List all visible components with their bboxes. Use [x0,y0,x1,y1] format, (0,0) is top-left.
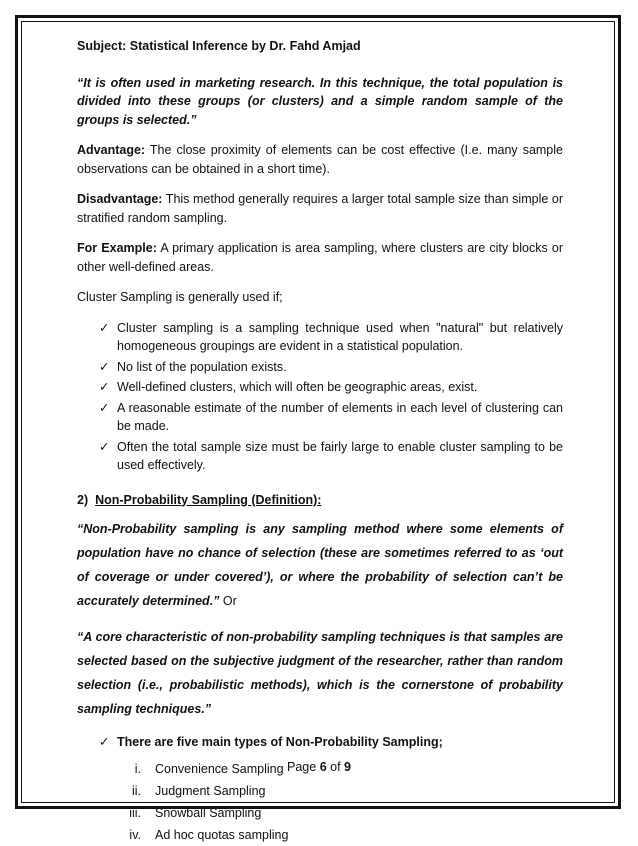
total-pages: 9 [344,760,351,774]
list-item: ii. Judgment Sampling [131,783,266,798]
subject-header: Subject: Statistical Inference by Dr. Fahd Amjad [77,39,361,53]
list-item: ✓ Often the total sample size must be fairly large to enable cluster sampling to be used effectively. [99,438,563,472]
list-item: ✓ Cluster sampling is a sampling technique used when "natural" but relatively homogeneous groupings are evident in a statistical population. [99,319,563,353]
cluster-used-intro: Cluster Sampling is generally used if; [77,290,283,304]
intro-quote: “It is often used in marketing research. In this technique, the total population is divided into these groups (or clusters) and a simple random sample of the groups is selected.” [77,75,563,127]
list-item: i. Convenience Sampling [134,761,284,776]
nonprob-definition-2: “A core characteristic of non-probability sampling techniques is that samples are selected based on the subjective judgment of the researcher, rather than random selection (i.e., probabilistic methods), which is the cornerstone of probability sampling techniques.” [77,630,563,716]
example-paragraph [77,239,563,276]
page-footer: Page 6 of 9 [287,760,351,774]
list-item: iv. Ad hoc quotas sampling [129,827,289,842]
list-item: ✓ A reasonable estimate of the number of elements in each level of clustering can be made. [99,399,563,433]
section-2-title: Non-Probability Sampling (Definition): [95,492,322,507]
list-item: ✓ Well-defined clusters, which will often be geographic areas, exist. [95,378,563,397]
checkmark-icon: ✓ [99,379,110,394]
nonprob-definition-1: “Non-Probability sampling is any sampling method where some elements of population have no chance of selection (these are sometimes referred to as ‘out of coverage or under covered’), or where the probability of selection can’t be accurately determined.” Or [77,522,563,608]
checkmark-icon: ✓ [99,319,110,335]
disadvantage-label: Disadvantage: [77,192,163,206]
types-heading: ✓ There are five main types of Non-Probability Sampling; [95,733,563,752]
example-text: A primary application is area sampling, where clusters are city blocks or other well-defined areas. [77,241,563,274]
section-2-heading [77,491,563,510]
document-body [77,33,563,846]
section-2-number: 2) [77,492,89,507]
example-label: For Example: [77,241,157,255]
checkmark-icon: ✓ [99,438,110,454]
disadvantage-text: This method generally requires a larger total sample size than simple or stratified random sampling. [77,192,563,225]
cluster-points-list [77,319,563,475]
advantage-paragraph [77,141,563,178]
checkmark-icon: ✓ [99,734,110,749]
types-heading-list [77,733,563,752]
current-page: 6 [319,760,327,774]
disadvantage-paragraph [77,190,563,227]
list-item: iii. Snowball Sampling [129,805,262,820]
advantage-label: Advantage: [77,143,146,157]
list-item: ✓ No list of the population exists. [95,358,563,377]
advantage-text: The close proximity of elements can be cost effective (I.e. many sample observations can be obtained in a short time). [77,143,563,176]
checkmark-icon: ✓ [99,358,110,374]
checkmark-icon: ✓ [99,399,110,415]
or-text: Or [219,594,237,608]
